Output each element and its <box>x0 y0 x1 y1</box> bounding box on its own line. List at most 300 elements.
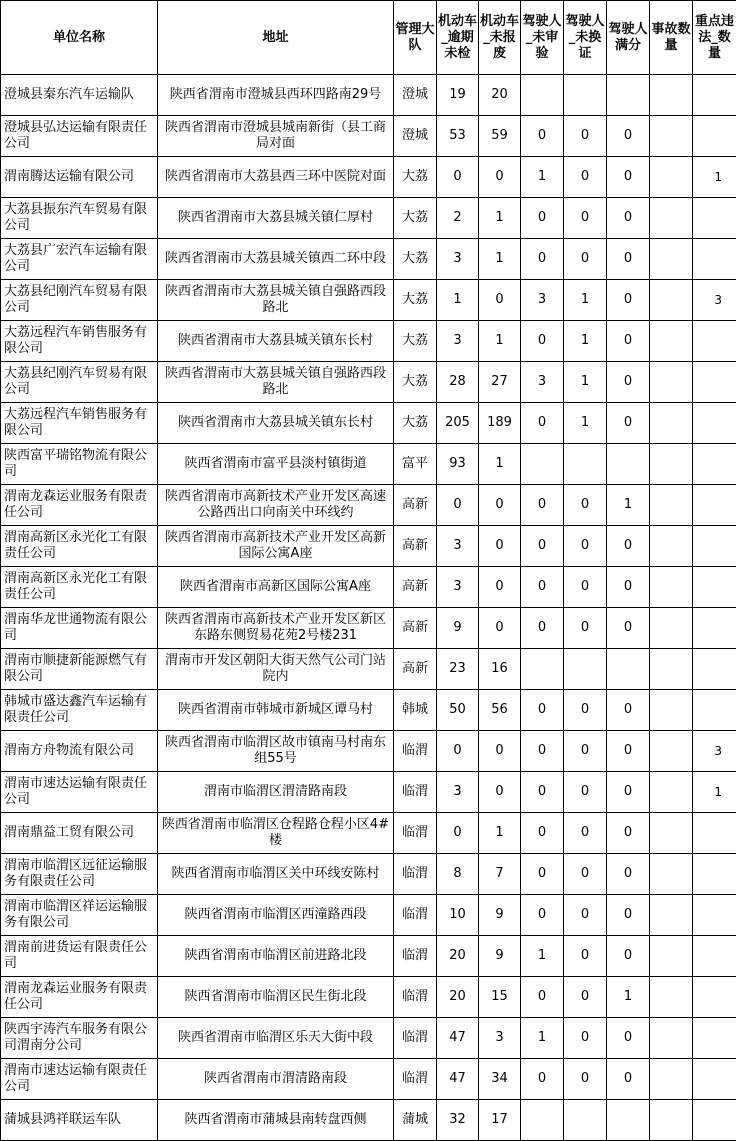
overdue-inspection-text: 205 <box>439 415 476 431</box>
violation-cell <box>693 321 736 362</box>
table-row <box>1 403 736 444</box>
brigade-cell <box>394 403 437 444</box>
overdue-inspection-cell <box>437 1059 479 1100</box>
address-text: 陕西省渭南市高新区国际公寓A座 <box>160 579 391 595</box>
accident-cell <box>650 485 693 526</box>
not-scrapped-text: 1 <box>481 210 518 226</box>
header-address: 地址 <box>158 1 394 75</box>
full-points-cell <box>607 239 650 280</box>
table-row <box>1 362 736 403</box>
accident-cell <box>650 1018 693 1059</box>
full-points-cell <box>607 198 650 239</box>
overdue-inspection-cell <box>437 936 479 977</box>
brigade-text: 临渭 <box>396 1030 434 1046</box>
not-reviewed-text: 0 <box>523 210 561 226</box>
full-points-text: 1 <box>609 989 647 1005</box>
unit-name-cell <box>1 731 158 772</box>
not-reviewed-cell <box>521 895 564 936</box>
brigade-text: 临渭 <box>396 1071 434 1087</box>
overdue-inspection-cell <box>437 813 479 854</box>
address-text: 陕西省渭南市澄城县西环四路南29号 <box>160 87 391 103</box>
not-renewed-text: 0 <box>566 210 604 226</box>
full-points-text: 0 <box>609 169 647 185</box>
overdue-inspection-text: 1 <box>439 292 476 308</box>
not-scrapped-cell <box>479 772 521 813</box>
violation-cell <box>693 649 736 690</box>
table-row <box>1 731 736 772</box>
not-renewed-text: 0 <box>566 538 604 554</box>
table-row <box>1 977 736 1018</box>
not-reviewed-cell <box>521 75 564 116</box>
brigade-text: 临渭 <box>396 989 434 1005</box>
accident-cell <box>650 895 693 936</box>
address-cell <box>158 567 394 608</box>
brigade-cell <box>394 280 437 321</box>
full-points-text: 0 <box>609 251 647 267</box>
header-brigade: 管理大队 <box>394 1 437 75</box>
not-renewed-text: 0 <box>566 948 604 964</box>
not-renewed-text: 0 <box>566 825 604 841</box>
violation-cell <box>693 854 736 895</box>
unit-name-cell <box>1 649 158 690</box>
unit-name-text: 渭南市顺捷新能源燃气有限公司 <box>4 653 155 685</box>
not-reviewed-cell <box>521 936 564 977</box>
brigade-text: 高新 <box>396 579 434 595</box>
not-renewed-cell <box>564 690 607 731</box>
full-points-cell <box>607 157 650 198</box>
violation-cell <box>693 895 736 936</box>
overdue-inspection-cell <box>437 444 479 485</box>
full-points-text: 0 <box>609 620 647 636</box>
full-points-text: 0 <box>609 210 647 226</box>
not-scrapped-cell <box>479 198 521 239</box>
full-points-cell <box>607 1059 650 1100</box>
accident-cell <box>650 608 693 649</box>
address-text: 陕西省渭南市大荔县城关镇仁厚村 <box>160 210 391 226</box>
not-reviewed-text: 1 <box>523 948 561 964</box>
not-renewed-cell <box>564 526 607 567</box>
table-row <box>1 444 736 485</box>
accident-cell <box>650 731 693 772</box>
unit-name-cell <box>1 444 158 485</box>
unit-name-cell <box>1 690 158 731</box>
unit-name-text: 渭南市速达运输有限责任公司 <box>4 1063 155 1095</box>
overdue-inspection-text: 50 <box>439 702 476 718</box>
not-reviewed-text: 0 <box>523 538 561 554</box>
table-row <box>1 321 736 362</box>
not-reviewed-cell <box>521 608 564 649</box>
unit-name-cell <box>1 321 158 362</box>
brigade-cell <box>394 895 437 936</box>
header-accident-count: 事故数量 <box>650 1 693 75</box>
not-scrapped-text: 1 <box>481 825 518 841</box>
not-scrapped-text: 0 <box>481 169 518 185</box>
overdue-inspection-text: 20 <box>439 989 476 1005</box>
brigade-text: 韩城 <box>396 702 434 718</box>
brigade-text: 大荔 <box>396 251 434 267</box>
overdue-inspection-cell <box>437 198 479 239</box>
accident-cell <box>650 1100 693 1141</box>
brigade-cell <box>394 116 437 157</box>
not-scrapped-text: 0 <box>481 579 518 595</box>
overdue-inspection-cell <box>437 649 479 690</box>
address-cell <box>158 936 394 977</box>
unit-name-text: 渭南高新区永光化工有限责任公司 <box>4 530 155 562</box>
not-scrapped-text: 0 <box>481 538 518 554</box>
overdue-inspection-cell <box>437 239 479 280</box>
address-text: 陕西省渭南市临渭区仓程路仓程小区4#楼 <box>160 817 391 849</box>
brigade-text: 高新 <box>396 620 434 636</box>
brigade-cell <box>394 1059 437 1100</box>
not-scrapped-cell <box>479 1100 521 1141</box>
not-scrapped-text: 1 <box>481 333 518 349</box>
unit-name-text: 大荔县广宏汽车运输有限公司 <box>4 243 155 275</box>
address-text: 陕西省渭南市临渭区乐天大街中段 <box>160 1030 391 1046</box>
accident-cell <box>650 75 693 116</box>
unit-name-text: 大荔远程汽车销售服务有限公司 <box>4 407 155 439</box>
overdue-inspection-cell <box>437 608 479 649</box>
overdue-inspection-text: 2 <box>439 210 476 226</box>
full-points-cell <box>607 280 650 321</box>
overdue-inspection-cell <box>437 526 479 567</box>
brigade-cell <box>394 977 437 1018</box>
brigade-cell <box>394 444 437 485</box>
full-points-cell <box>607 75 650 116</box>
not-scrapped-text: 7 <box>481 866 518 882</box>
accident-cell <box>650 977 693 1018</box>
unit-name-text: 渭南龙森运业服务有限责任公司 <box>4 489 155 521</box>
accident-cell <box>650 854 693 895</box>
not-renewed-text: 0 <box>566 743 604 759</box>
brigade-cell <box>394 198 437 239</box>
not-renewed-text: 1 <box>566 415 604 431</box>
not-reviewed-text: 0 <box>523 251 561 267</box>
table-row <box>1 526 736 567</box>
address-text: 陕西省渭南市大荔县城关镇东长村 <box>160 415 391 431</box>
unit-name-text: 渭南腾达运输有限公司 <box>4 169 155 185</box>
not-renewed-cell <box>564 239 607 280</box>
address-cell <box>158 813 394 854</box>
unit-name-text: 大荔县纪刚汽车贸易有限公司 <box>4 366 155 398</box>
not-renewed-cell <box>564 362 607 403</box>
not-renewed-cell <box>564 444 607 485</box>
address-cell <box>158 690 394 731</box>
not-scrapped-cell <box>479 649 521 690</box>
violation-cell <box>693 608 736 649</box>
accident-cell <box>650 526 693 567</box>
not-scrapped-cell <box>479 485 521 526</box>
unit-name-cell <box>1 854 158 895</box>
brigade-text: 高新 <box>396 497 434 513</box>
brigade-text: 大荔 <box>396 169 434 185</box>
full-points-text: 0 <box>609 784 647 800</box>
full-points-cell <box>607 1018 650 1059</box>
unit-name-cell <box>1 567 158 608</box>
brigade-cell <box>394 936 437 977</box>
full-points-text: 0 <box>609 948 647 964</box>
violation-cell <box>693 526 736 567</box>
overdue-inspection-cell <box>437 280 479 321</box>
brigade-cell <box>394 854 437 895</box>
not-reviewed-cell <box>521 362 564 403</box>
brigade-cell <box>394 485 437 526</box>
table-row <box>1 75 736 116</box>
violation-cell <box>693 1059 736 1100</box>
not-scrapped-cell <box>479 854 521 895</box>
address-text: 渭南市临渭区渭清路南段 <box>160 784 391 800</box>
not-reviewed-text: 0 <box>523 415 561 431</box>
overdue-inspection-cell <box>437 895 479 936</box>
unit-name-text: 澄城县秦东汽车运输队 <box>4 87 155 103</box>
not-scrapped-text: 0 <box>481 743 518 759</box>
not-scrapped-text: 1 <box>481 456 518 472</box>
overdue-inspection-cell <box>437 854 479 895</box>
brigade-cell <box>394 649 437 690</box>
unit-name-cell <box>1 526 158 567</box>
not-renewed-cell <box>564 936 607 977</box>
not-renewed-cell <box>564 977 607 1018</box>
full-points-text: 1 <box>609 497 647 513</box>
not-scrapped-text: 0 <box>481 292 518 308</box>
not-renewed-text: 0 <box>566 1030 604 1046</box>
not-scrapped-text: 16 <box>481 661 518 677</box>
address-cell <box>158 75 394 116</box>
address-text: 陕西省渭南市澄城县城南新街（县工商局对面 <box>160 120 391 152</box>
not-reviewed-cell <box>521 649 564 690</box>
violation-cell <box>693 690 736 731</box>
accident-cell <box>650 116 693 157</box>
address-cell <box>158 1018 394 1059</box>
brigade-text: 富平 <box>396 456 434 472</box>
not-renewed-text: 0 <box>566 497 604 513</box>
violation-cell <box>693 1018 736 1059</box>
full-points-cell <box>607 526 650 567</box>
overdue-inspection-cell <box>437 485 479 526</box>
not-renewed-text: 1 <box>566 292 604 308</box>
not-reviewed-text: 0 <box>523 825 561 841</box>
not-scrapped-text: 0 <box>481 784 518 800</box>
not-reviewed-text: 0 <box>523 866 561 882</box>
not-reviewed-text: 0 <box>523 743 561 759</box>
table-row <box>1 813 736 854</box>
address-cell <box>158 1100 394 1141</box>
accident-cell <box>650 321 693 362</box>
unit-name-cell <box>1 813 158 854</box>
full-points-cell <box>607 403 650 444</box>
not-reviewed-text: 0 <box>523 128 561 144</box>
overdue-inspection-text: 3 <box>439 333 476 349</box>
address-cell <box>158 239 394 280</box>
overdue-inspection-cell <box>437 75 479 116</box>
full-points-text: 0 <box>609 538 647 554</box>
violation-cell <box>693 977 736 1018</box>
brigade-text: 临渭 <box>396 743 434 759</box>
address-cell <box>158 731 394 772</box>
not-renewed-cell <box>564 1100 607 1141</box>
table-row <box>1 198 736 239</box>
not-renewed-text: 0 <box>566 620 604 636</box>
full-points-text: 0 <box>609 743 647 759</box>
violation-cell <box>693 567 736 608</box>
not-reviewed-text: 0 <box>523 989 561 1005</box>
address-text: 陕西省渭南市临渭区关中环线安陈村 <box>160 866 391 882</box>
not-reviewed-cell <box>521 198 564 239</box>
address-cell <box>158 444 394 485</box>
unit-name-text: 蒲城县鸿祥联运车队 <box>4 1112 155 1128</box>
brigade-text: 临渭 <box>396 866 434 882</box>
overdue-inspection-text: 3 <box>439 538 476 554</box>
not-scrapped-text: 9 <box>481 907 518 923</box>
address-cell <box>158 116 394 157</box>
unit-name-cell <box>1 403 158 444</box>
violation-text: 1 <box>695 169 722 185</box>
not-renewed-cell <box>564 854 607 895</box>
not-scrapped-cell <box>479 895 521 936</box>
table-row <box>1 1018 736 1059</box>
address-cell <box>158 895 394 936</box>
header-row <box>1 1 736 75</box>
violation-cell <box>693 198 736 239</box>
full-points-text: 0 <box>609 128 647 144</box>
not-reviewed-cell <box>521 567 564 608</box>
not-renewed-cell <box>564 608 607 649</box>
accident-cell <box>650 403 693 444</box>
not-scrapped-cell <box>479 444 521 485</box>
full-points-cell <box>607 608 650 649</box>
accident-cell <box>650 649 693 690</box>
unit-name-text: 渭南市速达运输有限责任公司 <box>4 776 155 808</box>
brigade-cell <box>394 608 437 649</box>
table-body <box>1 75 736 1141</box>
not-scrapped-text: 56 <box>481 702 518 718</box>
full-points-cell <box>607 772 650 813</box>
full-points-cell <box>607 977 650 1018</box>
not-reviewed-cell <box>521 403 564 444</box>
full-points-cell <box>607 116 650 157</box>
not-scrapped-text: 34 <box>481 1071 518 1087</box>
overdue-inspection-text: 3 <box>439 784 476 800</box>
full-points-cell <box>607 362 650 403</box>
accident-cell <box>650 444 693 485</box>
not-reviewed-cell <box>521 854 564 895</box>
full-points-text: 0 <box>609 825 647 841</box>
not-reviewed-cell <box>521 772 564 813</box>
full-points-text: 0 <box>609 866 647 882</box>
address-cell <box>158 1059 394 1100</box>
table-row <box>1 649 736 690</box>
overdue-inspection-cell <box>437 567 479 608</box>
address-cell <box>158 280 394 321</box>
accident-cell <box>650 690 693 731</box>
not-renewed-text: 1 <box>566 374 604 390</box>
not-scrapped-cell <box>479 567 521 608</box>
brigade-cell <box>394 526 437 567</box>
overdue-inspection-cell <box>437 321 479 362</box>
not-scrapped-text: 59 <box>481 128 518 144</box>
overdue-inspection-text: 9 <box>439 620 476 636</box>
brigade-cell <box>394 362 437 403</box>
accident-cell <box>650 936 693 977</box>
overdue-inspection-text: 32 <box>439 1112 476 1128</box>
address-cell <box>158 608 394 649</box>
unit-name-text: 渭南市临渭区远征运输服务有限责任公司 <box>4 858 155 890</box>
not-renewed-text: 0 <box>566 784 604 800</box>
unit-name-text: 渭南鼎益工贸有限公司 <box>4 825 155 841</box>
not-renewed-cell <box>564 116 607 157</box>
not-scrapped-cell <box>479 731 521 772</box>
not-scrapped-cell <box>479 239 521 280</box>
not-renewed-text: 0 <box>566 1071 604 1087</box>
not-renewed-cell <box>564 157 607 198</box>
address-cell <box>158 485 394 526</box>
address-text: 陕西省渭南市大荔县城关镇东长村 <box>160 333 391 349</box>
full-points-text: 0 <box>609 702 647 718</box>
unit-name-cell <box>1 116 158 157</box>
not-renewed-text: 0 <box>566 907 604 923</box>
unit-name-cell <box>1 608 158 649</box>
address-text: 陕西省渭南市高新技术产业开发区高新国际公寓A座 <box>160 530 391 562</box>
overdue-inspection-text: 3 <box>439 251 476 267</box>
not-reviewed-text: 0 <box>523 1071 561 1087</box>
accident-cell <box>650 362 693 403</box>
not-scrapped-cell <box>479 1018 521 1059</box>
accident-cell <box>650 772 693 813</box>
not-reviewed-text: 0 <box>523 620 561 636</box>
unit-name-text: 陕西富平瑞铭物流有限公司 <box>4 448 155 480</box>
not-scrapped-cell <box>479 690 521 731</box>
not-scrapped-cell <box>479 526 521 567</box>
unit-name-cell <box>1 198 158 239</box>
brigade-cell <box>394 772 437 813</box>
not-scrapped-cell <box>479 403 521 444</box>
header-unit-name: 单位名称 <box>1 1 158 75</box>
unit-name-cell <box>1 772 158 813</box>
not-scrapped-cell <box>479 362 521 403</box>
full-points-cell <box>607 649 650 690</box>
accident-cell <box>650 1059 693 1100</box>
full-points-cell <box>607 485 650 526</box>
not-scrapped-text: 0 <box>481 497 518 513</box>
accident-cell <box>650 813 693 854</box>
unit-name-text: 渭南华龙世通物流有限公司 <box>4 612 155 644</box>
violation-text: 3 <box>695 292 722 308</box>
violation-text: 3 <box>695 743 722 759</box>
table-row <box>1 280 736 321</box>
not-scrapped-text: 27 <box>481 374 518 390</box>
not-reviewed-text: 0 <box>523 497 561 513</box>
not-reviewed-cell <box>521 1018 564 1059</box>
brigade-text: 大荔 <box>396 292 434 308</box>
not-renewed-cell <box>564 198 607 239</box>
full-points-cell <box>607 321 650 362</box>
brigade-text: 临渭 <box>396 907 434 923</box>
not-scrapped-text: 20 <box>481 87 518 103</box>
not-reviewed-text: 0 <box>523 784 561 800</box>
full-points-text: 0 <box>609 579 647 595</box>
not-scrapped-cell <box>479 608 521 649</box>
address-cell <box>158 977 394 1018</box>
address-text: 陕西省渭南市临渭区西潼路西段 <box>160 907 391 923</box>
unit-name-cell <box>1 362 158 403</box>
address-text: 渭南市开发区朝阳大街天然气公司门站院内 <box>160 653 391 685</box>
not-scrapped-text: 17 <box>481 1112 518 1128</box>
violation-cell <box>693 731 736 772</box>
unit-name-cell <box>1 1059 158 1100</box>
brigade-cell <box>394 567 437 608</box>
not-renewed-text: 0 <box>566 866 604 882</box>
not-reviewed-cell <box>521 239 564 280</box>
brigade-text: 澄城 <box>396 87 434 103</box>
